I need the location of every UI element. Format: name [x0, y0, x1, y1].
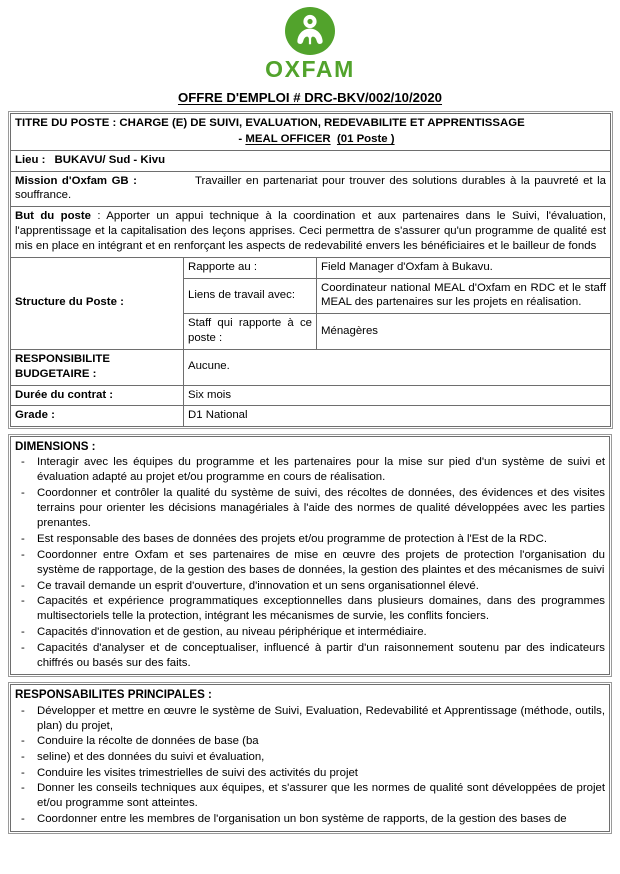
list-item: - Conduire la récolte de données de base (ba: [15, 734, 605, 749]
lieu-value: BUKAVU/ Sud - Kivu: [54, 153, 166, 166]
structure-key-1: Liens de travail avec:: [184, 278, 317, 314]
table-row-responsabilites: [11, 685, 610, 831]
job-title-cell: [11, 114, 611, 151]
list-item: - Ce travail demande un esprit d'ouverture, d'innovation et un sens organisationnel élevé.: [15, 579, 605, 594]
list-item: - Conduire les visites trimestrielles de suivi des activités du projet: [15, 766, 605, 781]
oxfam-logo-block: [10, 0, 610, 81]
structure-value-2: Ménagères: [317, 314, 611, 350]
table-row-but-du-poste: [11, 207, 611, 257]
responsabilites-cell: [11, 685, 610, 831]
list-item: - Est responsable des bases de données des projets et/ou programme de protection à l'Est de la RDC.: [15, 532, 605, 547]
responsabilites-heading: RESPONSABILITES PRINCIPALES :: [15, 688, 212, 702]
lieu-cell: [11, 150, 611, 171]
structure-du-poste-label: Structure du Poste :: [11, 257, 184, 349]
job-title-sub-dash: -: [238, 132, 246, 145]
grade-value: D1 National: [184, 406, 611, 427]
list-item: - Coordonner entre Oxfam et ses partenaires de mise en œuvre des projets de protection l'organisation du système de rapportage, de la gestion des bases de données, la gestion des plaintes et des mécanismes de suivi: [15, 548, 605, 578]
job-title-label: TITRE DU POSTE : CHARGE (E) DE SUIVI, EVALUATION, REDEVABILITE ET APPRENTISSAGE: [15, 117, 525, 130]
list-item: - Développer et mettre en œuvre le système de Suivi, Evaluation, Redevabilité et Apprentissage (méthode, outils, plan) du projet,: [15, 704, 605, 734]
structure-value-0: Field Manager d'Oxfam à Bukavu.: [317, 257, 611, 278]
list-item: - Interagir avec les équipes du programme et les partenaires pour la mise sur pied d'un système de suivi et évaluation adapté au projet et/ou programme en cours de réalisation.: [15, 455, 605, 485]
responsabilites-list: [15, 704, 605, 828]
spacer-1: [10, 427, 610, 436]
job-info-table: [10, 113, 611, 427]
table-row-structure-1: [11, 257, 611, 278]
job-role-name: MEAL OFFICER: [245, 132, 331, 145]
table-row-mission: [11, 171, 611, 207]
table-row-lieu: [11, 150, 611, 171]
list-item: - Capacités et expérience programmatiques exceptionnelles dans plusieurs domaines, dans des programmes multisectoriels telle la protection, intégrant les mécanismes de survie, les conflits fonciers.: [15, 594, 605, 624]
duree-contrat-value: Six mois: [184, 385, 611, 406]
structure-value-1: Coordinateur national MEAL d'Oxfam en RDC et le staff MEAL des partenaires sur les projets en réalisation.: [317, 278, 611, 314]
oxfam-wordmark: OXFAM: [265, 56, 355, 82]
mission-cell: [11, 171, 611, 207]
lieu-label: Lieu :: [15, 153, 46, 166]
responsabilite-budgetaire-value: Aucune.: [184, 349, 611, 385]
spacer-2: [10, 675, 610, 684]
dimensions-cell: [11, 437, 610, 675]
list-item: - seline) et des données du suivi et évaluation,: [15, 750, 605, 765]
dimensions-list: [15, 455, 605, 671]
mission-label: Mission d'Oxfam GB :: [15, 174, 137, 187]
offer-reference-text: OFFRE D'EMPLOI # DRC-BKV/002/10/2020: [177, 90, 443, 106]
offer-reference: [10, 90, 610, 105]
responsabilite-budgetaire-label: RESPONSIBILITE BUDGETAIRE :: [11, 349, 184, 385]
but-du-poste-cell: [11, 207, 611, 257]
job-title-sub: [15, 132, 606, 147]
dimensions-table: [10, 436, 610, 675]
list-item: - Capacités d'analyser et de conceptualiser, influencé à partir d'un raisonnement soutenu par des indicateurs chiffrés ou basés sur des faits.: [15, 641, 605, 671]
but-du-poste-value: : Apporter un appui technique à la coordination et aux partenaires dans le Suivi, l'évaluation, l'apprentissage et la capitalisation des leçons apprises. Ceci permettra de s'assurer qu'un programme de qualité est mis en place en intégrant et en renforçant les aspects de redevabilité envers les bénéficiaires et le bailleur de fonds: [15, 210, 606, 252]
but-du-poste-label: But du poste: [15, 210, 92, 223]
list-item: - Coordonner et contrôler la qualité du système de suivi, des récoltes de données, des évidences et des visites terrains pour orienter les décisions managériales à l'aide des normes de qualité développées avec les parties prenantes.: [15, 486, 605, 531]
list-item: - Capacités d'innovation et de gestion, au niveau périphérique et intermédiaire.: [15, 625, 605, 640]
table-row-dimensions: [11, 437, 610, 675]
structure-key-2: Staff qui rapporte à ce poste :: [184, 314, 317, 350]
job-post-count: (01 Poste ): [336, 132, 395, 145]
grade-label: Grade :: [11, 406, 184, 427]
table-row-responsabilite-budgetaire: [11, 349, 611, 385]
dimensions-heading: DIMENSIONS :: [15, 440, 96, 454]
structure-key-0: Rapporte au :: [184, 257, 317, 278]
oxfam-person-logo-icon: [284, 6, 336, 56]
responsabilites-table: [10, 684, 610, 831]
table-row-title: [11, 114, 611, 151]
duree-contrat-label: Durée du contrat :: [11, 385, 184, 406]
list-item: - Donner les conseils techniques aux équipes, et s'assurer que les normes de qualité sont développées de projet et/ou programme sont atteintes.: [15, 781, 605, 811]
table-row-grade: [11, 406, 611, 427]
list-item: - Coordonner entre les membres de l'organisation un bon système de rapports, de la gestion des bases de: [15, 812, 605, 827]
table-row-duree: [11, 385, 611, 406]
mission-value: Travailler en partenariat pour trouver des solutions durables à la pauvreté et la souffrance.: [15, 174, 606, 202]
